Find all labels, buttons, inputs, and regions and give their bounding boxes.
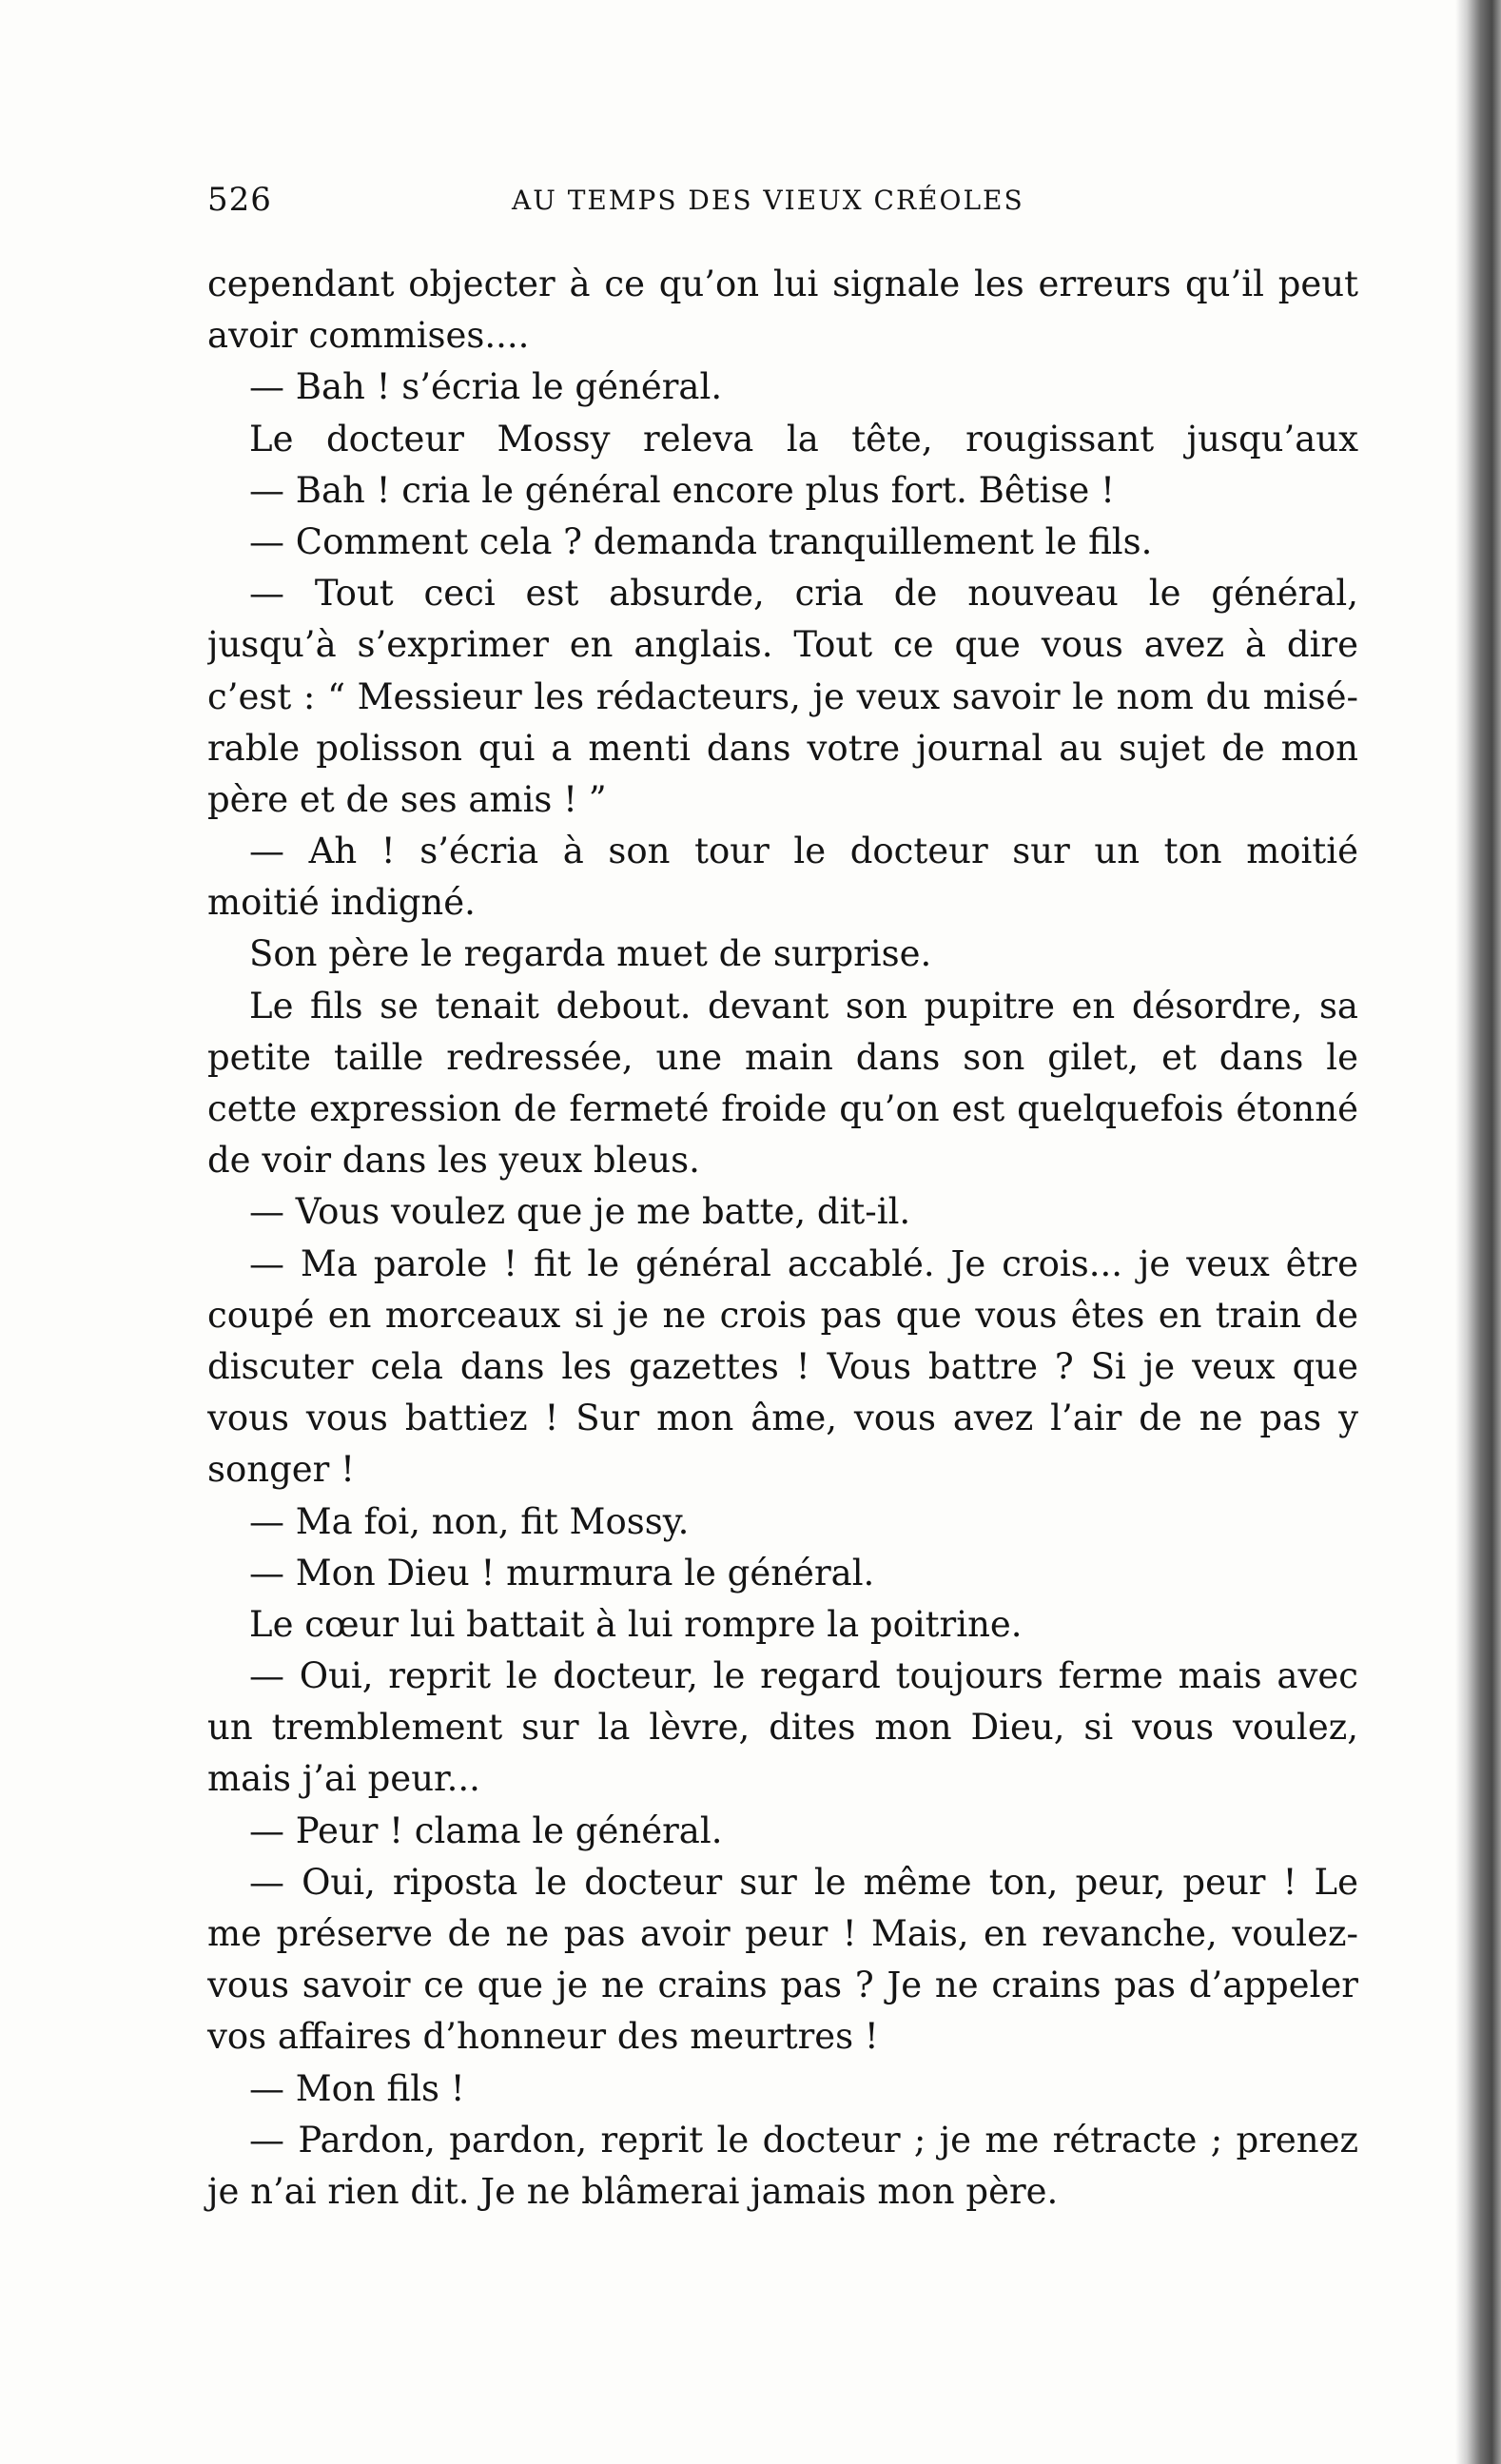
text-line: — Bah ! cria le général encore plus fort. Bêtise ! [249,469,1115,511]
text-line: vous vous battiez ! Sur mon âme, vous avez l’air de ne pas y [207,1398,1358,1439]
text-line: mais j’ai peur... [207,1758,480,1800]
text-line: Le fils se tenait debout. devant son pupitre en désordre, sa [249,985,1358,1027]
page-edge-shadow [1455,0,1501,2464]
text-line: je n’ai rien dit. Je ne blâmerai jamais mon père. [207,2170,1059,2212]
text-line: vos affaires d’honneur des meurtres ! [207,2016,879,2058]
text-line: vous savoir ce que je ne crains pas ? Je ne crains pas d’appeler [207,1965,1358,2006]
text-line: — Pardon, pardon, reprit le docteur ; je me rétracte ; prenez [249,2119,1358,2161]
running-title: AU TEMPS DES VIEUX CRÉOLES [512,185,1024,216]
text-line: — Ma parole ! fit le général accablé. Je crois... je veux être [249,1242,1358,1284]
text-line: un tremblement sur la lèvre, dites mon Dieu, si vous voulez, [207,1707,1358,1749]
text-line: de voir dans les yeux bleus. [207,1140,700,1182]
text-line: père et de ses amis ! ” [207,778,607,820]
text-line: petite taille redressée, une main dans son gilet, et dans le [207,1036,1358,1078]
text-line: cette expression de fermeté froide qu’on est quelquefois étonné [207,1088,1358,1129]
text-line: discuter cela dans les gazettes ! Vous battre ? Si je veux que [207,1345,1358,1387]
body-text [207,259,1358,2218]
text-line: songer ! [207,1449,355,1491]
text-line: — Comment cela ? demanda tranquillement le fils. [249,520,1153,562]
text-line: Le cœur lui battait à lui rompre la poitrine. [249,1603,1023,1645]
page-number: 526 [207,181,272,219]
text-line: avoir commises.... [207,315,530,357]
page-header [207,181,1373,230]
text-line: — Mon Dieu ! murmura le général. [249,1552,875,1594]
text-line: me préserve de ne pas avoir peur ! Mais, en revanche, voulez- [207,1913,1358,1954]
text-line: — Ah ! s’écria à son tour le docteur sur un ton moitié [249,831,1358,872]
text-line: c’est : “ Messieur les rédacteurs, je veux savoir le nom du misé- [207,675,1358,717]
text-line: rable polisson qui a menti dans votre journal au sujet de mon [207,727,1358,769]
text-line: — Mon fils ! [249,2067,465,2109]
text-line: — Peur ! clama le général. [249,1809,723,1851]
text-line: — Oui, riposta le docteur sur le même ton, peur, peur ! Le [249,1861,1358,1903]
text-line: — Vous voulez que je me batte, dit-il. [249,1191,911,1233]
text-line: moitié indigné. [207,882,476,924]
text-line: — Ma foi, non, fit Mossy. [249,1500,690,1542]
text-line: jusqu’à s’exprimer en anglais. Tout ce que vous avez à dire [207,624,1358,666]
text-line: cependant objecter à ce qu’on lui signale les erreurs qu’il peut [207,264,1358,304]
text-line: — Bah ! s’écria le général. [249,366,723,408]
text-line: Le docteur Mossy releva la tête, rougissant jusqu’aux [249,418,1358,460]
text-line: Son père le regarda muet de surprise. [249,933,932,975]
text-line: — Oui, reprit le docteur, le regard toujours ferme mais avec [249,1655,1358,1697]
text-line: coupé en morceaux si je ne crois pas que vous êtes en train de [207,1294,1358,1336]
text-line: — Tout ceci est absurde, cria de nouveau le général, [249,573,1358,615]
